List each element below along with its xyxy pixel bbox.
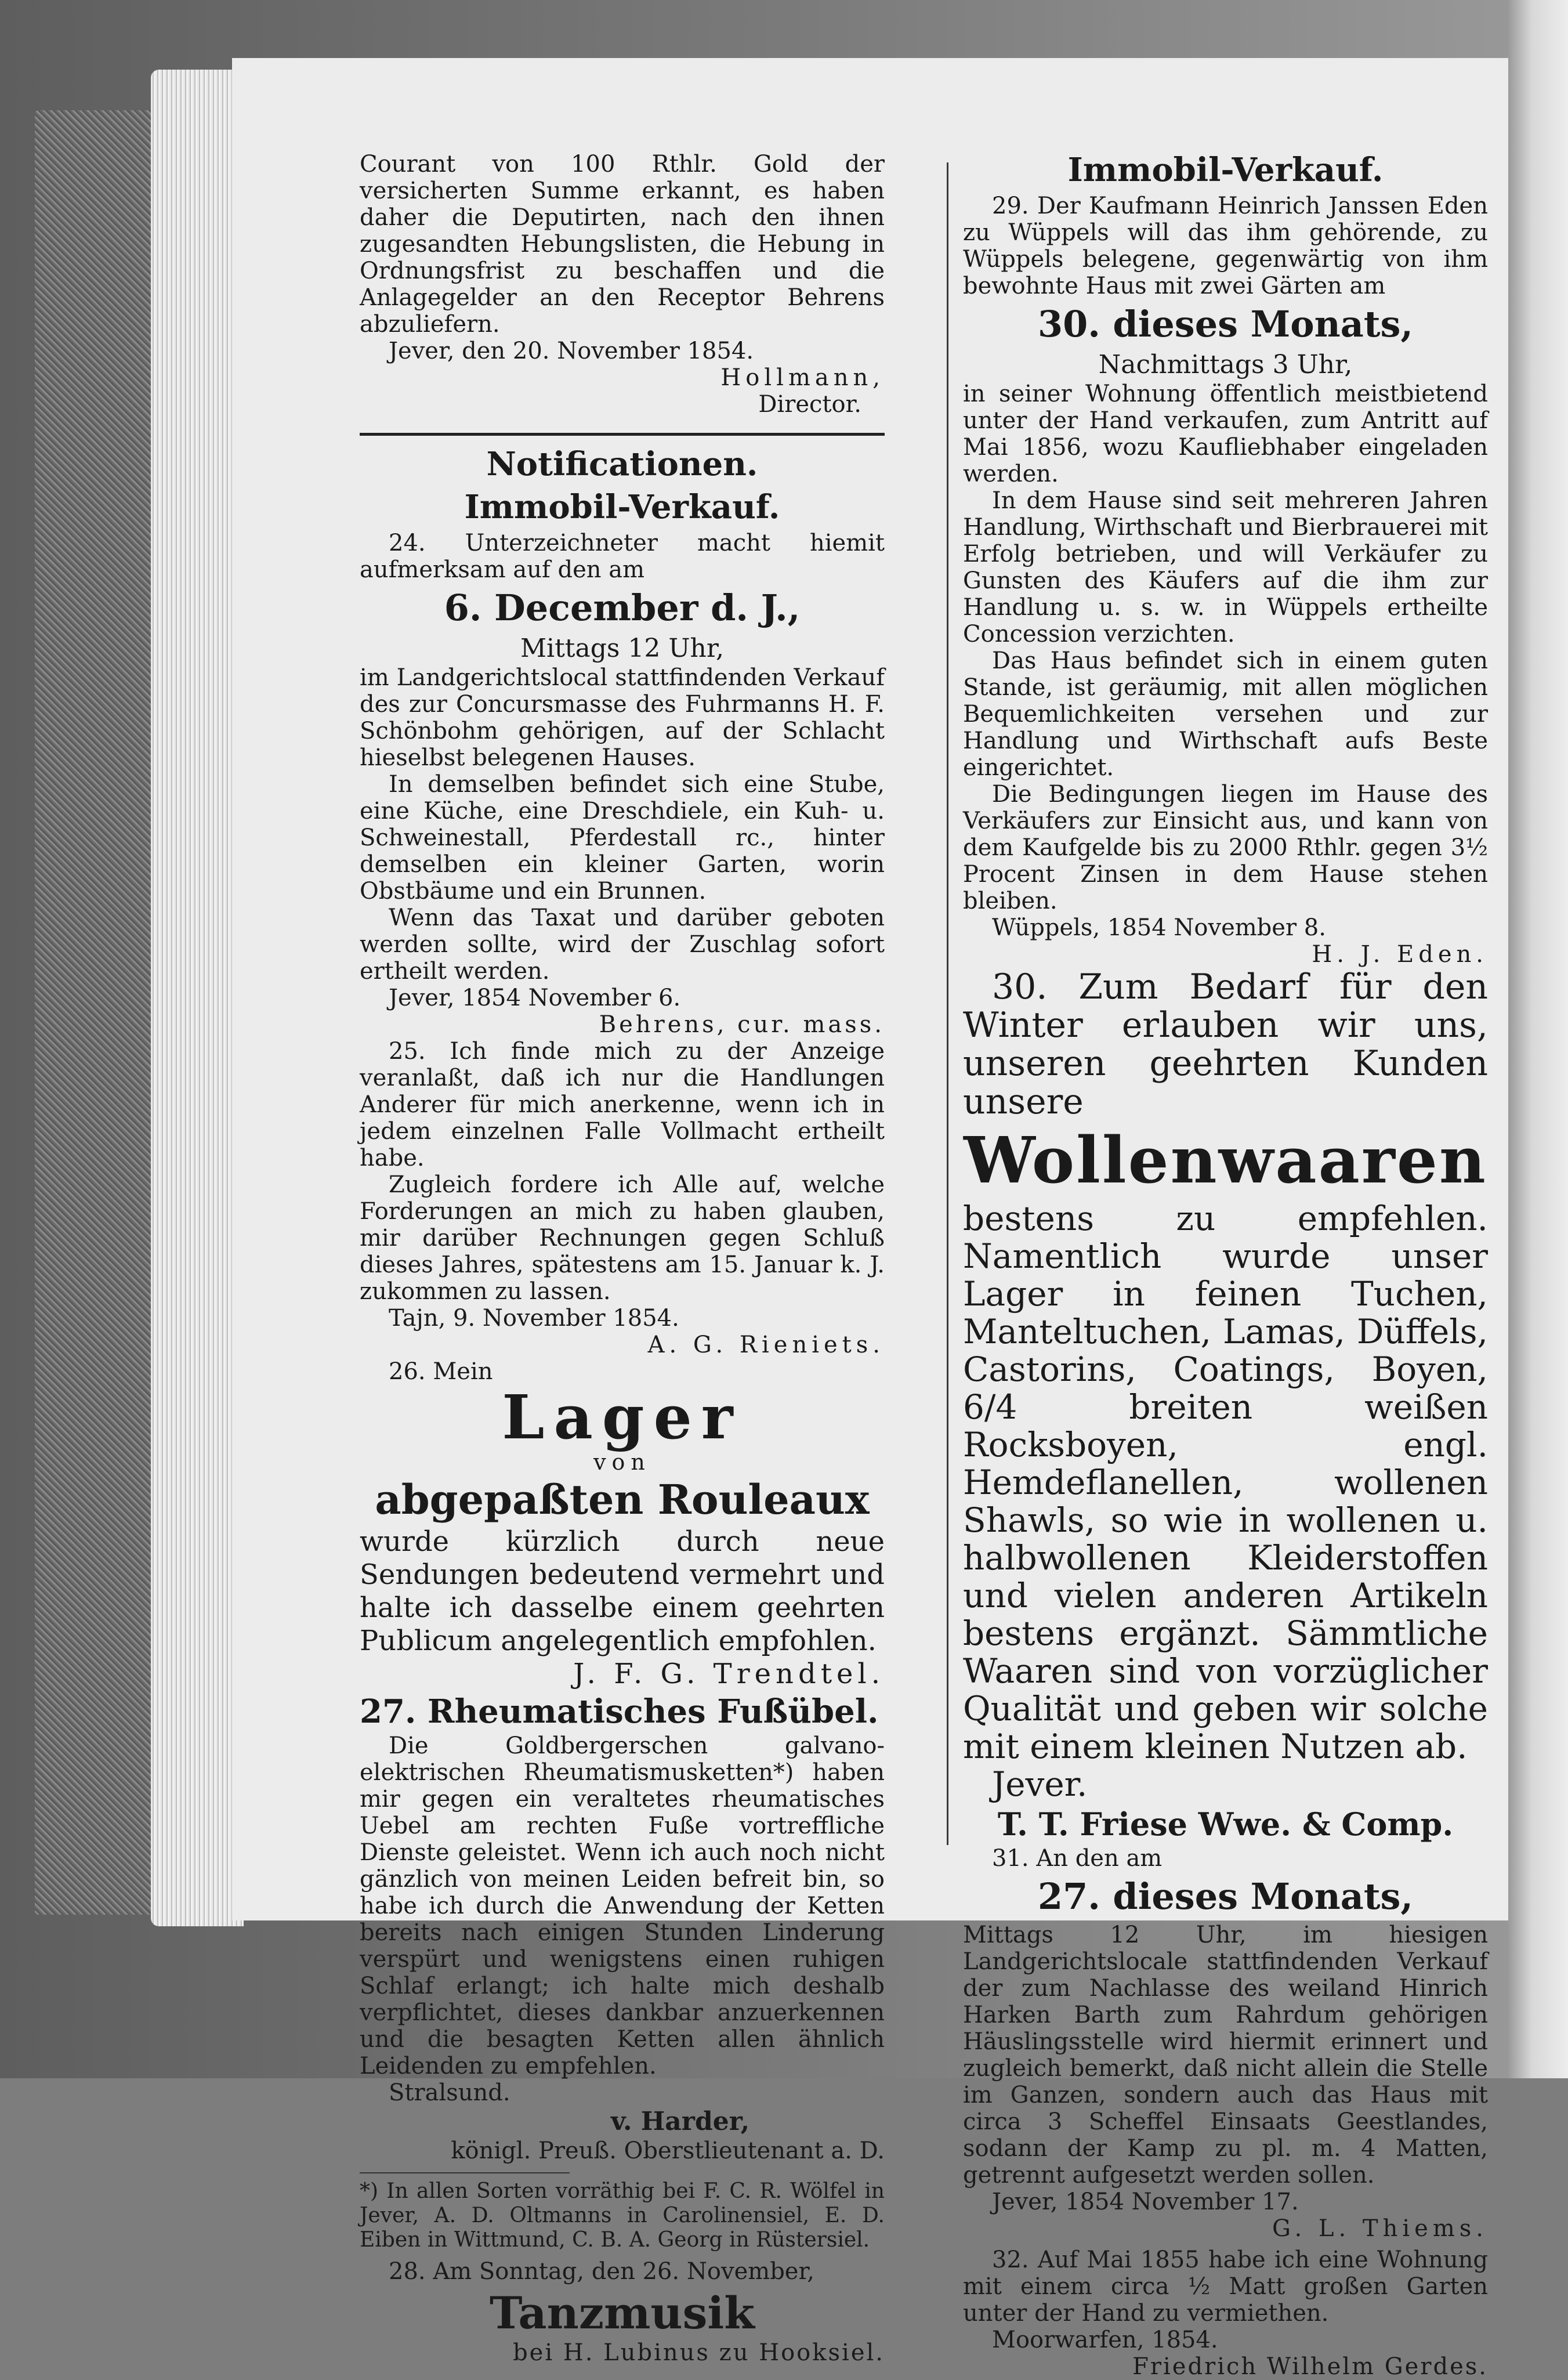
ad-26-body: wurde kürzlich durch neue Sendungen bedeutend vermehrt und halte ich dasselbe einem geehrten Publicum angelegentlich empfohlen.	[360, 1525, 885, 1657]
ad-29-date: 30. dieses Monats,	[1037, 303, 1413, 345]
ad-27-footnote: *) In allen Sorten vorräthig bei F. C. R. Wölfel in Jever, A. D. Oltmanns in Carolinensiel, E. D. Eiben in Wittmund, C. B. A. Georg in Rüstersiel.	[360, 2179, 885, 2252]
ad-31-signature: G. L. Thiems.	[1272, 2215, 1488, 2242]
ad-29-time: Nachmittags 3 Uhr,	[1098, 350, 1353, 379]
signature-title: Director.	[758, 391, 861, 418]
book-cover-edge	[35, 110, 168, 1915]
ad-30-headline: Wollenwaaren	[964, 1123, 1487, 1198]
ad-29-signature: H. J. Eden.	[1312, 941, 1488, 968]
book-gutter	[1508, 0, 1568, 2078]
ad-27-place: Stralsund.	[389, 2079, 510, 2106]
ad-31-date: 27. dieses Monats,	[1037, 1875, 1413, 1918]
ad-32-body: 32. Auf Mai 1855 habe ich eine Wohnung mit einem circa ½ Matt großen Garten unter der Hand zu vermiethen.	[963, 2247, 1488, 2327]
ad-29-body: Die Bedingungen liegen im Hause des Verkäufers zur Einsicht aus, und kann von dem Kaufgelde bis zu 2000 Rthlr. gegen 3½ Procent Zinsen in dem Hause stehen bleiben.	[963, 781, 1488, 914]
ad-25-signature: A. G. Rieniets.	[647, 1332, 885, 1358]
left-column	[360, 151, 885, 2366]
column-divider	[947, 162, 948, 1845]
ad-32-place-date: Moorwarfen, 1854.	[992, 2327, 1218, 2353]
ad-29-heading: Immobil-Verkauf.	[1067, 151, 1384, 189]
ad-29-intro: 29. Der Kaufmann Heinrich Janssen Eden zu Wüppels will das ihm gehörende, zu Wüppels belegene, gegenwärtig von ihm bewohnte Haus mit zwei Gärten am	[963, 193, 1488, 299]
right-column	[963, 151, 1488, 2380]
ad-31-intro: 31. An den am	[992, 1845, 1163, 1872]
ad-25-place-date: Tajn, 9. November 1854.	[389, 1305, 679, 1332]
section-rule	[360, 433, 885, 436]
signature: Hollmann,	[720, 364, 885, 391]
ad-24-body: Wenn das Taxat und darüber geboten werden sollte, wird der Zuschlag sofort ertheilt werden.	[360, 905, 885, 985]
ad-27-heading: 27. Rheumatisches Fußübel.	[360, 1692, 879, 1731]
ad-27-body: Die Goldbergerschen galvano-elektrischen Rheumatismusketten*) haben mir gegen ein veraltetes rheumatisches Uebel am rechten Fuße vortreffliche Dienste geleistet. Wenn ich auch noch nicht gänzlich von meinen Leiden befreit bin, so habe ich durch die Anwendung der Ketten bereits nach einigen Stunden Linderung verspürt und wenigstens einen ruhigen Schlaf erlangt; ich halte mich deshalb verpflichtet, dieses dankbar anzuerkennen und die besagten Ketten allen ähnlich Leidenden zu empfehlen.	[360, 1732, 885, 2079]
ad-24-body: In demselben befindet sich eine Stube, eine Küche, eine Dreschdiele, ein Kuh- u. Schweinestall, Pferdestall rc., hinter demselben ein kleiner Garten, worin Obstbäume und ein Brunnen.	[360, 771, 885, 905]
ad-31-place-date: Jever, 1854 November 17.	[992, 2189, 1299, 2215]
ad-30-place: Jever.	[992, 1764, 1088, 1804]
ad-24-intro: 24. Unterzeichneter macht hiemit aufmerksam auf den am	[360, 530, 885, 583]
ad-30-firm: T. T. Friese Wwe. & Comp.	[997, 1806, 1454, 1843]
ad-24-body: im Landgerichtslocal stattfindenden Verkauf des zur Concursmasse des Fuhrmanns H. F. Schönbohm gehörigen, auf der Schlacht hieselbst belegenen Hauses.	[360, 664, 885, 771]
ad-24-place-date: Jever, 1854 November 6.	[389, 985, 681, 1011]
ad-24-time: Mittags 12 Uhr,	[520, 634, 725, 663]
ad-32-signature: Friedrich Wilhelm Gerdes.	[1132, 2353, 1488, 2380]
footnote-rule	[360, 2172, 570, 2173]
ad-29-body: In dem Hause sind seit mehreren Jahren Handlung, Wirthschaft und Bierbrauerei mit Erfolg betrieben, und will Verkäufer zu Gunsten des Käufers auf die ihm zur Handlung u. s. w. in Wüppels ertheilte Concession verzichten.	[963, 487, 1488, 648]
ad-26-lager: Lager	[502, 1381, 743, 1453]
ad-25-body: 25. Ich finde mich zu der Anzeige veranlaßt, daß ich nur die Handlungen Anderer für mich anerkenne, wenn ich in jedem einzelnen Falle Vollmacht ertheilt habe.	[360, 1038, 885, 1171]
continued-text: Courant von 100 Rthlr. Gold der versicherten Summe erkannt, es haben daher die Deputirten, nach den ihnen zugesandten Hebungslisten, die Hebung in Ordnungsfrist zu beschaffen und die Anlagegelder an den Receptor Behrens abzuliefern.	[360, 151, 885, 338]
ad-30-intro: 30. Zum Bedarf für den Winter erlauben wir uns, unseren geehrten Kunden unsere	[963, 967, 1488, 1122]
ad-28-intro: 28. Am Sonntag, den 26. November,	[389, 2258, 814, 2285]
place-date: Jever, den 20. November 1854.	[389, 338, 754, 364]
ad-28-where: bei H. Lubinus zu Hooksiel.	[513, 2339, 885, 2366]
ad-24-date: 6. December d. J.,	[444, 587, 801, 629]
ad-31-body: Mittags 12 Uhr, im hiesigen Landgerichtslocale stattfindenden Verkauf der zum Nachlasse des weiland Hinrich Harken Barth zum Rahrdum gehörigen Häuslingsstelle wird hiermit erinnert und zugleich bemerkt, daß nicht allein die Stelle im Ganzen, sondern auch das Haus mit circa 3 Scheffel Einsaats Geestlandes, sodann der Kamp zu pl. m. 4 Matten, getrennt aufgesetzt werden sollen.	[963, 1922, 1488, 2189]
ad-28-title: Tanzmusik	[490, 2287, 755, 2339]
section-title: Notificationen.	[486, 445, 758, 483]
ad-26-intro: 26. Mein	[389, 1358, 493, 1385]
ad-26-signature: J. F. G. Trendtel.	[573, 1658, 885, 1690]
page-edges	[151, 70, 244, 1926]
ad-27-signature: v. Harder,	[610, 2107, 750, 2136]
ad-26-von: von	[593, 1449, 651, 1475]
ad-29-body: in seiner Wohnung öffentlich meistbietend unter der Hand verkaufen, zum Antritt auf Mai 1856, wozu Kaufliebhaber eingeladen werden.	[963, 381, 1488, 487]
ad-29-body: Das Haus befindet sich in einem guten Stande, ist geräumig, mit allen möglichen Bequemlichkeiten versehen und zur Handlung und Wirthschaft aufs Beste eingerichtet.	[963, 648, 1488, 781]
ad-24-signature: Behrens, cur. mass.	[599, 1011, 885, 1038]
ad-30-body: bestens zu empfehlen. Namentlich wurde unser Lager in feinen Tuchen, Manteltuchen, Lamas, Düffels, Castorins, Coatings, Boyen, 6/4 breiten weißen Rocksboyen, engl. Hemdeflanellen, wollenen Shawls, so wie in wollenen u. halbwollenen Kleiderstoffen und vielen anderen Artikeln bestens ergänzt. Sämmtliche Waaren sind von vorzüglicher Qualität und geben wir solche mit einem kleinen Nutzen ab.	[963, 1199, 1488, 1766]
ad-29-place-date: Wüppels, 1854 November 8.	[992, 914, 1326, 941]
ad-27-title: königl. Preuß. Oberstlieutenant a. D.	[451, 2137, 885, 2164]
ad-25-body: Zugleich fordere ich Alle auf, welche Forderungen an mich zu haben glauben, mir darüber Rechnungen gegen Schluß dieses Jahres, spätestens am 15. Januar k. J. zukommen zu lassen.	[360, 1171, 885, 1305]
ad-24-heading: Immobil-Verkauf.	[464, 488, 780, 526]
ad-26-rouleaux: abgepaßten Rouleaux	[375, 1475, 870, 1524]
